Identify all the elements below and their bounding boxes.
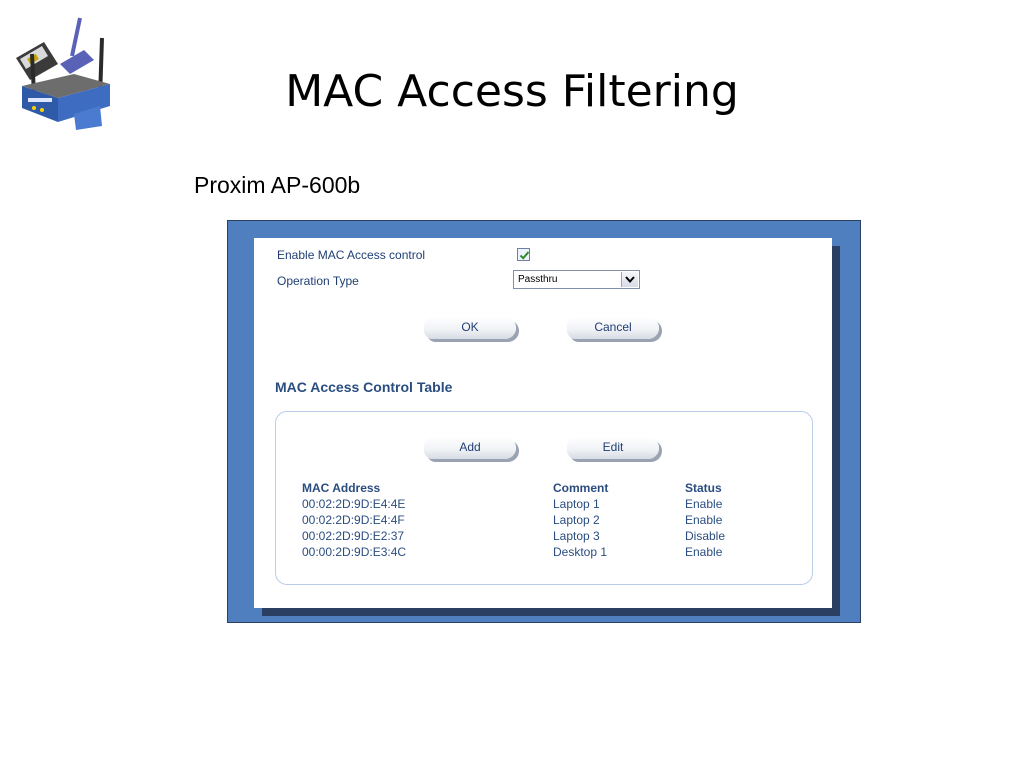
enable-mac-label: Enable MAC Access control	[277, 248, 426, 262]
mac-address-cell: 00:02:2D:9D:E4:4E	[302, 497, 406, 511]
ok-button[interactable]: OK	[424, 317, 516, 339]
comment-cell: Laptop 3	[553, 529, 600, 543]
enable-mac-checkbox[interactable]	[517, 248, 530, 261]
mac-address-cell: 00:02:2D:9D:E2:37	[302, 529, 405, 543]
status-cell: Enable	[685, 513, 723, 527]
add-button[interactable]: Add	[424, 437, 516, 459]
status-cell: Disable	[685, 529, 726, 543]
comment-cell: Laptop 1	[553, 497, 600, 511]
header-mac-address: MAC Address	[302, 481, 381, 495]
edit-button[interactable]: Edit	[567, 437, 659, 459]
checkmark-icon	[518, 249, 531, 262]
operation-type-select[interactable]	[513, 270, 640, 289]
table-title: MAC Access Control Table	[275, 379, 453, 395]
comment-cell: Laptop 2	[553, 513, 600, 527]
comment-cell: Desktop 1	[553, 545, 608, 559]
status-cell: Enable	[685, 545, 723, 559]
mac-address-cell: 00:02:2D:9D:E4:4F	[302, 513, 405, 527]
operation-type-label: Operation Type	[277, 274, 359, 288]
status-cell: Enable	[685, 497, 723, 511]
slide-subtitle: Proxim AP-600b	[194, 172, 361, 198]
slide-title: MAC Access Filtering	[285, 66, 739, 117]
cancel-button[interactable]: Cancel	[567, 317, 659, 339]
chevron-down-icon	[621, 272, 638, 287]
header-comment: Comment	[553, 481, 609, 495]
mac-address-cell: 00:00:2D:9D:E3:4C	[302, 545, 407, 559]
operation-type-value: Passthru	[518, 274, 558, 285]
header-status: Status	[685, 481, 722, 495]
